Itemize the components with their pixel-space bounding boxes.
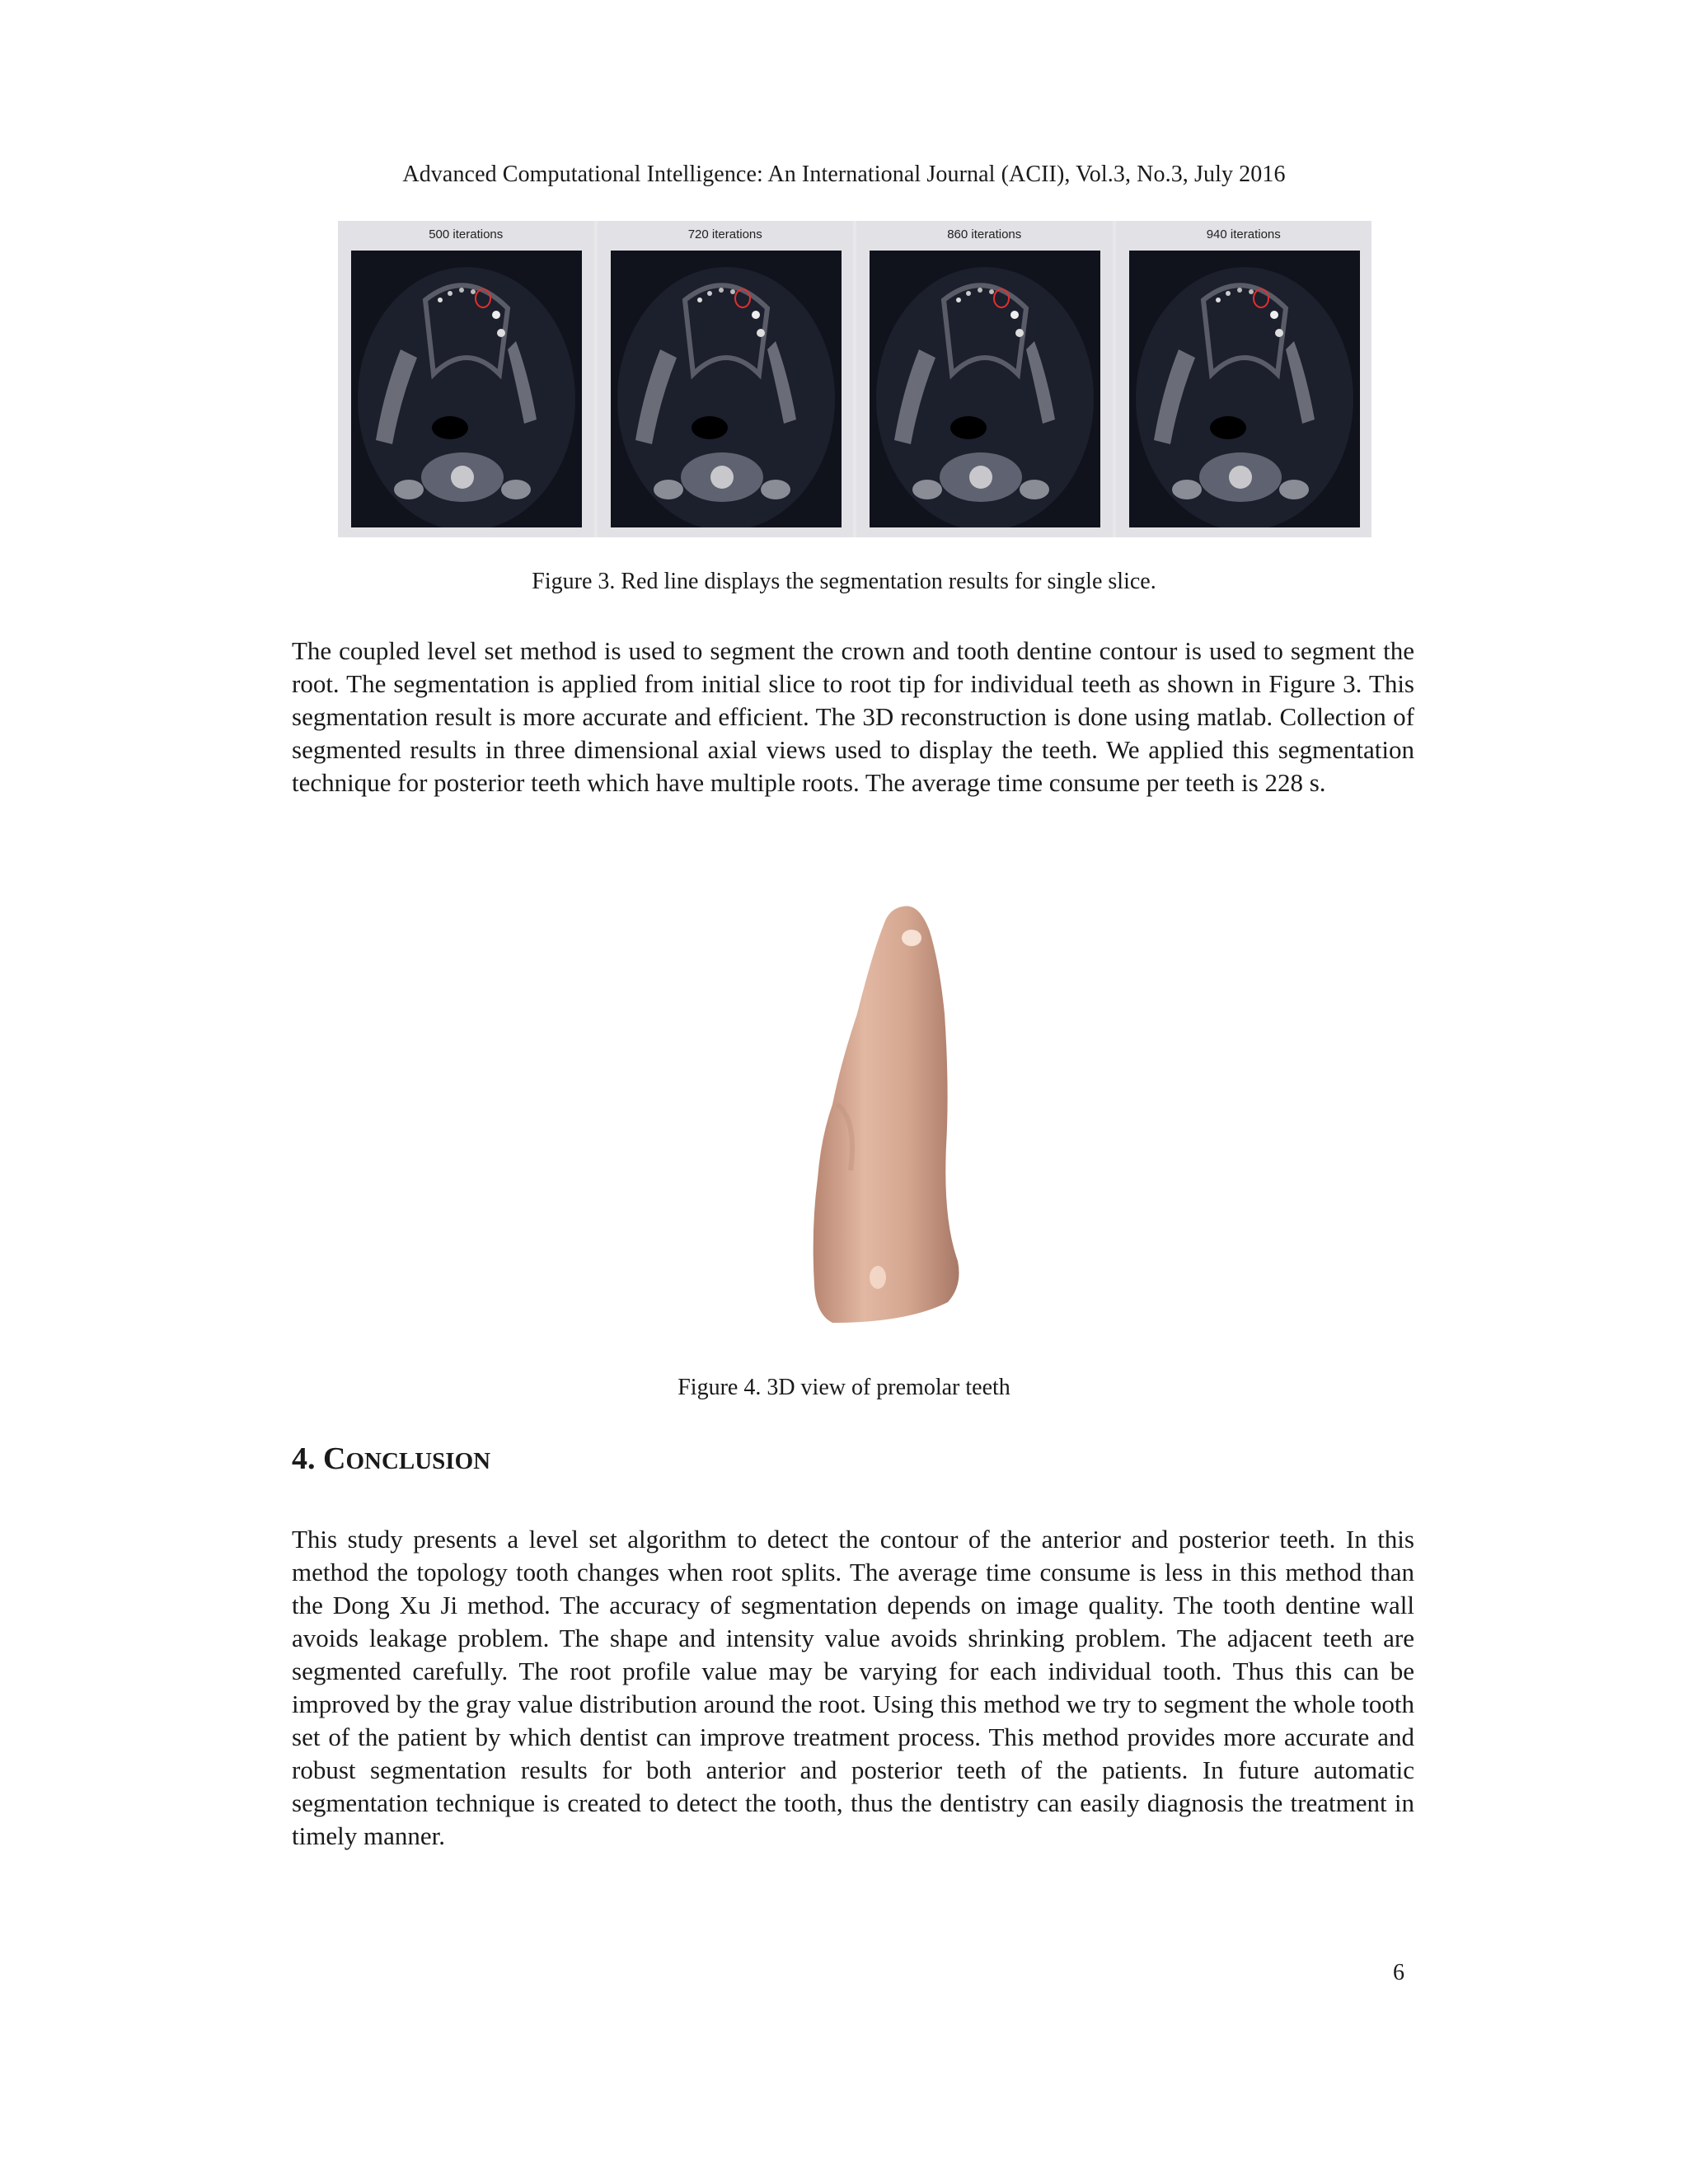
figure-3: [338, 221, 1372, 537]
tooth-3d-render: [742, 874, 1006, 1352]
ct-panel-4: [1116, 221, 1372, 537]
figure-3-caption: Figure 3. Red line displays the segmentation results for single slice.: [532, 569, 1156, 594]
ct-slice-image: [611, 251, 842, 527]
panel-title: 860 iterations: [947, 227, 1022, 241]
section-number: 4.: [292, 1441, 316, 1476]
panel-title: 500 iterations: [429, 227, 504, 241]
page-number: 6: [1393, 1960, 1404, 1985]
body-paragraph-2: This study presents a level set algorithm to detect the contour of the anterior and posterior teeth. In this method the topology tooth changes when root splits. The average time consume is less in this method than the Dong Xu Ji method. The accuracy of segmentation depends on image quality. The tooth dentine wall avoids leakage problem. The shape and intensity value avoids shrinking problem. The adjacent teeth are segmented carefully. The root profile value may be varying for each individual tooth. Thus this can be improved by the gray value distribution around the root. Using this method we try to segment the whole tooth set of the patient by which dentist can improve treatment process. This method provides more accurate and robust segmentation results for both anterior and posterior teeth of the patients. In future automatic segmentation technique is created to detect the tooth, thus the dentistry can easily diagnosis the treatment in timely manner.: [292, 1525, 1414, 1850]
ct-panel-2: [598, 221, 854, 537]
journal-header: Advanced Computational Intelligence: An International Journal (ACII), Vol.3, No.3, July 2016: [402, 162, 1286, 187]
section-heading: [292, 1441, 490, 1477]
figure-4-caption: Figure 4. 3D view of premolar teeth: [678, 1375, 1010, 1400]
ct-slice-image: [351, 251, 582, 527]
section-title-rest: ONCLUSION: [345, 1448, 491, 1474]
panel-title: 940 iterations: [1206, 227, 1281, 241]
section-title-first: C: [323, 1441, 346, 1476]
body-paragraph-1: The coupled level set method is used to segment the crown and tooth dentine contour is used to segment the root. The segmentation is applied from initial slice to root tip for individual teeth as shown in Figure 3. This segmentation result is more accurate and efficient. The 3D reconstruction is done using matlab. Collection of segmented results in three dimensional axial views used to display the teeth. We applied this segmentation technique for posterior teeth which have multiple roots. The average time consume per teeth is 228 s.: [292, 636, 1414, 797]
ct-slice-image: [1129, 251, 1360, 527]
ct-slice-image: [870, 251, 1100, 527]
ct-panel-3: [856, 221, 1113, 537]
panel-title: 720 iterations: [687, 227, 762, 241]
ct-panel-1: [338, 221, 594, 537]
